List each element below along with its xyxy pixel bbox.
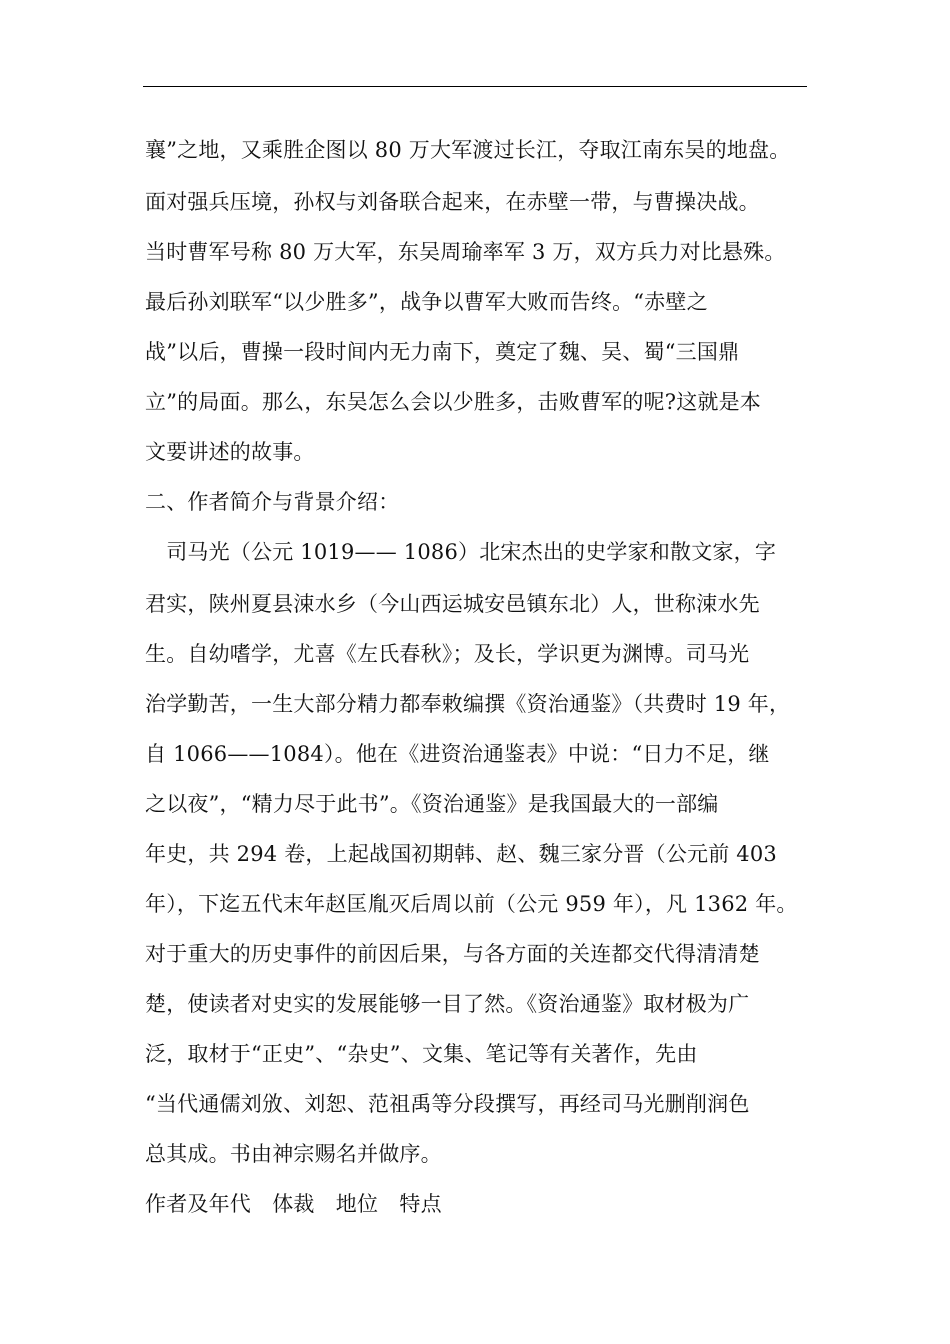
text-line-4: 最后孙刘联军“以少胜多”，战争以曹军大败而告终。“赤壁之 [145, 290, 708, 314]
text-line-15: 年史，共 294 卷，上起战国初期韩、赵、魏三家分晋（公元前 403 [145, 842, 777, 866]
text-line-11: 生。自幼嗜学，尤喜《左氏春秋》；及长，学识更为渊博。司马光 [145, 642, 750, 666]
text-line-21: 总其成。书由神宗赐名并做序。 [145, 1142, 442, 1166]
text-line-10: 君实，陕州夏县涑水乡（今山西运城安邑镇东北）人，世称涑水先 [145, 592, 760, 616]
text-line-13: 自 1066——1084）。他在《进资治通鉴表》中说：“日力不足，继 [145, 742, 770, 766]
text-line-6: 立”的局面。那么，东吴怎么会以少胜多，击败曹军的呢?这就是本 [145, 390, 761, 414]
text-line-9: 司马光（公元 1019—— 1086）北宋杰出的史学家和散文家，字 [145, 540, 777, 564]
table-header-line: 作者及年代 体裁 地位 特点 [145, 1192, 442, 1216]
text-line-12: 治学勤苦，一生大部分精力都奉敕编撰《资治通鉴》（共费时 19 年， [145, 692, 791, 716]
text-line-16: 年），下迄五代末年赵匡胤灭后周以前（公元 959 年），凡 1362 年。 [145, 892, 798, 916]
section-heading: 二、作者简介与背景介绍： [145, 490, 400, 514]
text-line-7: 文要讲述的故事。 [145, 440, 315, 464]
text-line-18: 楚，使读者对史实的发展能够一目了然。《资治通鉴》取材极为广 [145, 992, 750, 1016]
text-line-1: 襄”之地，又乘胜企图以 80 万大军渡过长江，夺取江南东吴的地盘。 [145, 138, 791, 162]
text-line-20: “当代通儒刘攽、刘恕、范祖禹等分段撰写，再经司马光删削润色 [145, 1092, 750, 1116]
header-rule [143, 86, 807, 87]
text-line-2: 面对强兵压境，孙权与刘备联合起来，在赤壁一带，与曹操决战。 [145, 190, 760, 214]
text-line-14: 之以夜”，“精力尽于此书”。《资治通鉴》是我国最大的一部编 [145, 792, 719, 816]
text-line-17: 对于重大的历史事件的前因后果，与各方面的关连都交代得清清楚 [145, 942, 760, 966]
text-line-5: 战”以后，曹操一段时间内无力南下，奠定了魏、吴、蜀“三国鼎 [145, 340, 740, 364]
text-line-3: 当时曹军号称 80 万大军，东吴周瑜率军 3 万，双方兵力对比悬殊。 [145, 240, 786, 264]
text-line-19: 泛，取材于“正史”、“杂史”、文集、笔记等有关著作，先由 [145, 1042, 698, 1066]
